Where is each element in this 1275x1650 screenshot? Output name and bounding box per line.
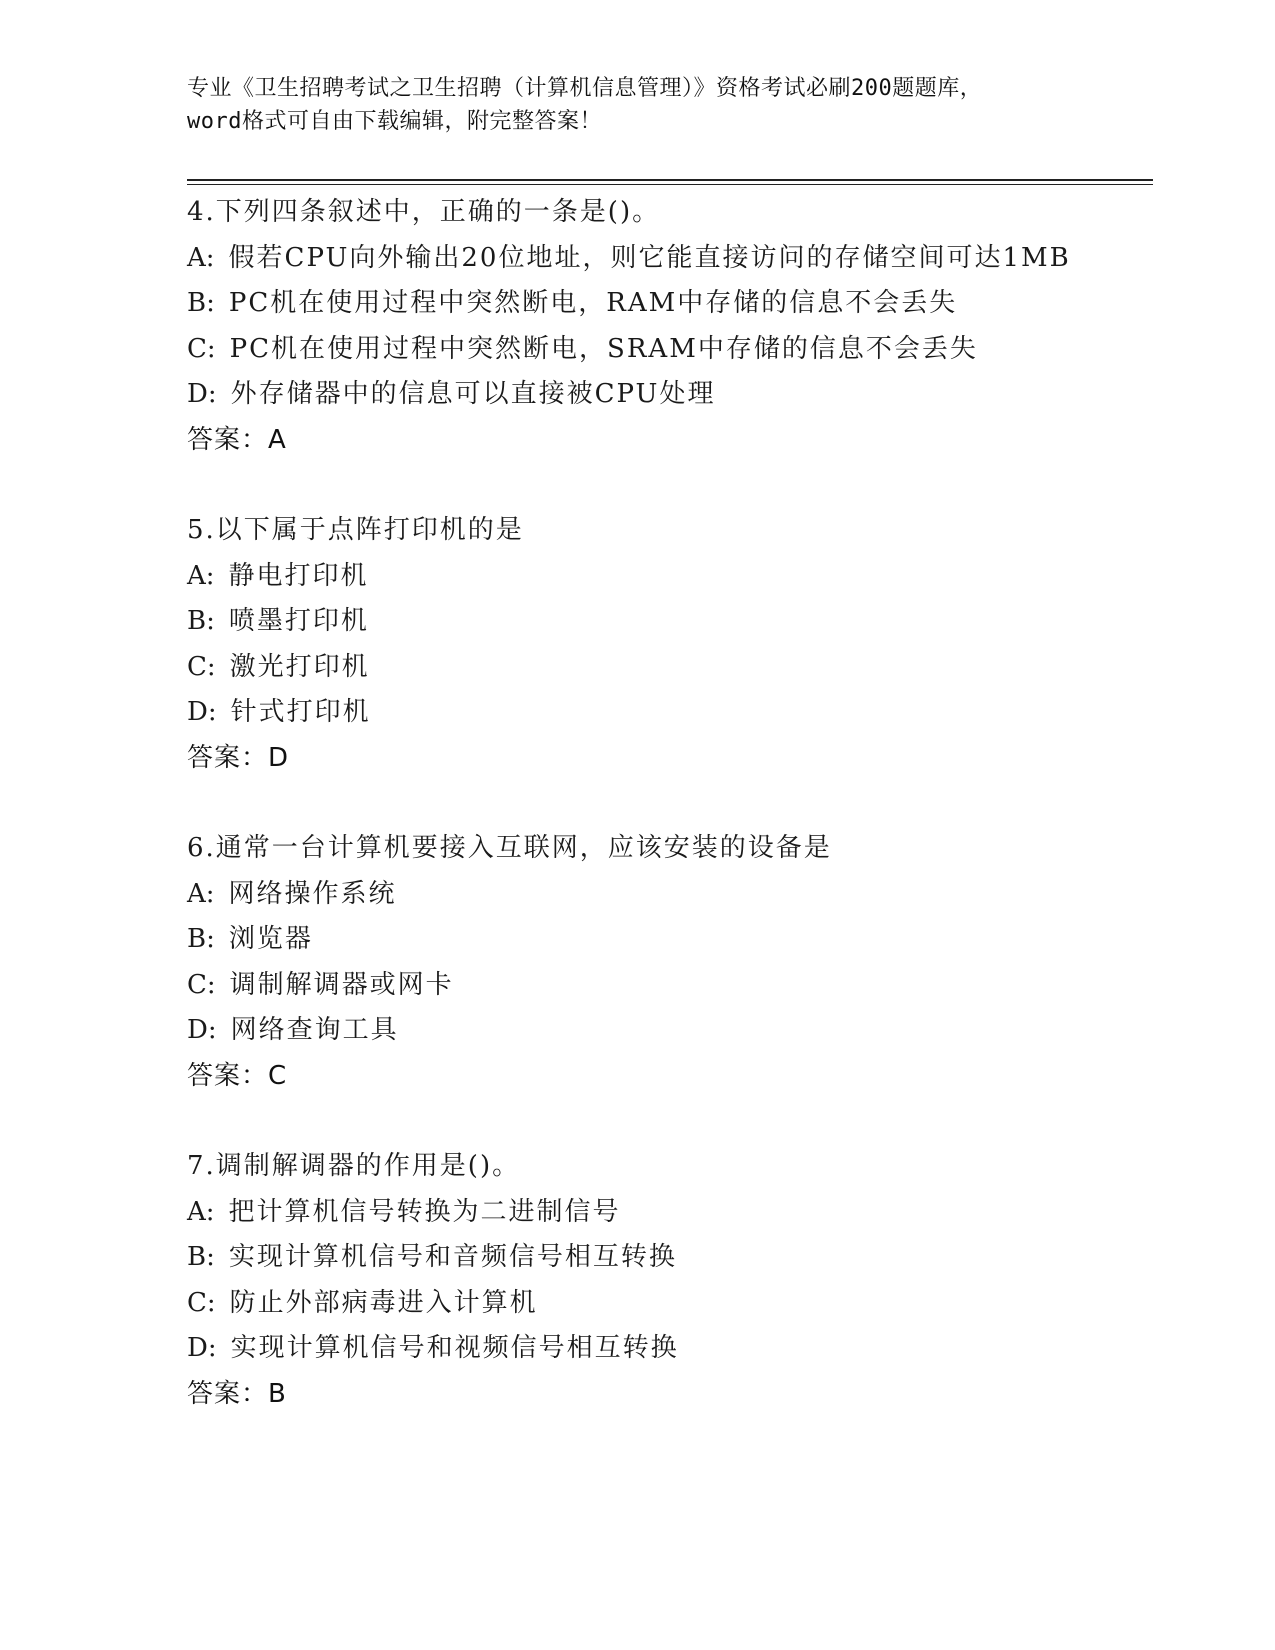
option-label: B: (187, 288, 215, 318)
option-a (187, 1190, 1147, 1236)
option-text: 外存储器中的信息可以直接被CPU处理 (230, 379, 716, 409)
option-label: D: (187, 697, 217, 727)
option-label: C: (187, 333, 216, 364)
option-text: PC机在使用过程中突然断电，SRAM中存储的信息不会丢失 (229, 333, 978, 364)
option-a (187, 554, 1147, 600)
answer: 答案：B (187, 1378, 287, 1409)
option-text: PC机在使用过程中突然断电，RAM中存储的信息不会丢失 (228, 288, 958, 318)
option-label: C: (187, 651, 216, 682)
option-label: B: (187, 1242, 215, 1272)
option-c (187, 1281, 1147, 1327)
option-b (187, 1235, 1147, 1281)
question-7 (187, 1144, 1147, 1417)
option-text: 网络查询工具 (230, 1015, 399, 1045)
option-label: A: (187, 242, 215, 273)
question-4 (187, 190, 1147, 463)
option-text: 假若CPU向外输出20位地址，则它能直接访问的存储空间可达1MB (228, 242, 1071, 273)
option-text: 防止外部病毒进入计算机 (229, 1287, 538, 1318)
option-label: B: (187, 606, 215, 636)
header-line-2: word格式可自由下载编辑，附完整答案！ (187, 109, 602, 134)
option-text: 调制解调器或网卡 (229, 969, 454, 1000)
option-c (187, 963, 1147, 1009)
option-c (187, 645, 1147, 691)
option-d (187, 1326, 1147, 1372)
option-text: 浏览器 (228, 924, 313, 954)
option-b (187, 281, 1147, 327)
header-rule-thin (187, 184, 1153, 185)
option-label: A: (187, 878, 215, 909)
option-text: 激光打印机 (229, 651, 370, 682)
option-c (187, 327, 1147, 373)
option-text: 实现计算机信号和音频信号相互转换 (228, 1242, 677, 1272)
option-text: 喷墨打印机 (228, 606, 369, 636)
document-header (187, 72, 1087, 138)
option-label: A: (187, 560, 215, 591)
answer: 答案：C (187, 1060, 288, 1091)
answer: 答案：A (187, 424, 287, 455)
option-d (187, 1008, 1147, 1054)
option-b (187, 599, 1147, 645)
option-b (187, 917, 1147, 963)
option-text: 网络操作系统 (228, 878, 397, 909)
option-label: D: (187, 379, 217, 409)
question-stem: 6.通常一台计算机要接入互联网，应该安装的设备是 (187, 833, 832, 863)
question-stem: 7.调制解调器的作用是()。 (187, 1151, 521, 1181)
header-line-1: 专业《卫生招聘考试之卫生招聘（计算机信息管理）》资格考试必刷200题题库， (187, 76, 983, 101)
question-5 (187, 508, 1147, 781)
option-label: B: (187, 924, 215, 954)
option-text: 实现计算机信号和视频信号相互转换 (230, 1333, 679, 1363)
option-a (187, 236, 1147, 282)
option-d (187, 690, 1147, 736)
option-label: C: (187, 1287, 216, 1318)
option-text: 针式打印机 (230, 697, 371, 727)
answer: 答案：D (187, 742, 290, 773)
question-6 (187, 826, 1147, 1099)
option-label: C: (187, 969, 216, 1000)
question-stem: 5.以下属于点阵打印机的是 (187, 515, 524, 545)
question-stem: 4.下列四条叙述中，正确的一条是()。 (187, 197, 661, 227)
option-d (187, 372, 1147, 418)
option-a (187, 872, 1147, 918)
option-text: 静电打印机 (228, 560, 369, 591)
option-label: A: (187, 1196, 215, 1227)
header-rule-thick (187, 179, 1153, 181)
option-label: D: (187, 1333, 217, 1363)
question-list (187, 190, 1147, 1462)
option-text: 把计算机信号转换为二进制信号 (228, 1196, 621, 1227)
option-label: D: (187, 1015, 217, 1045)
